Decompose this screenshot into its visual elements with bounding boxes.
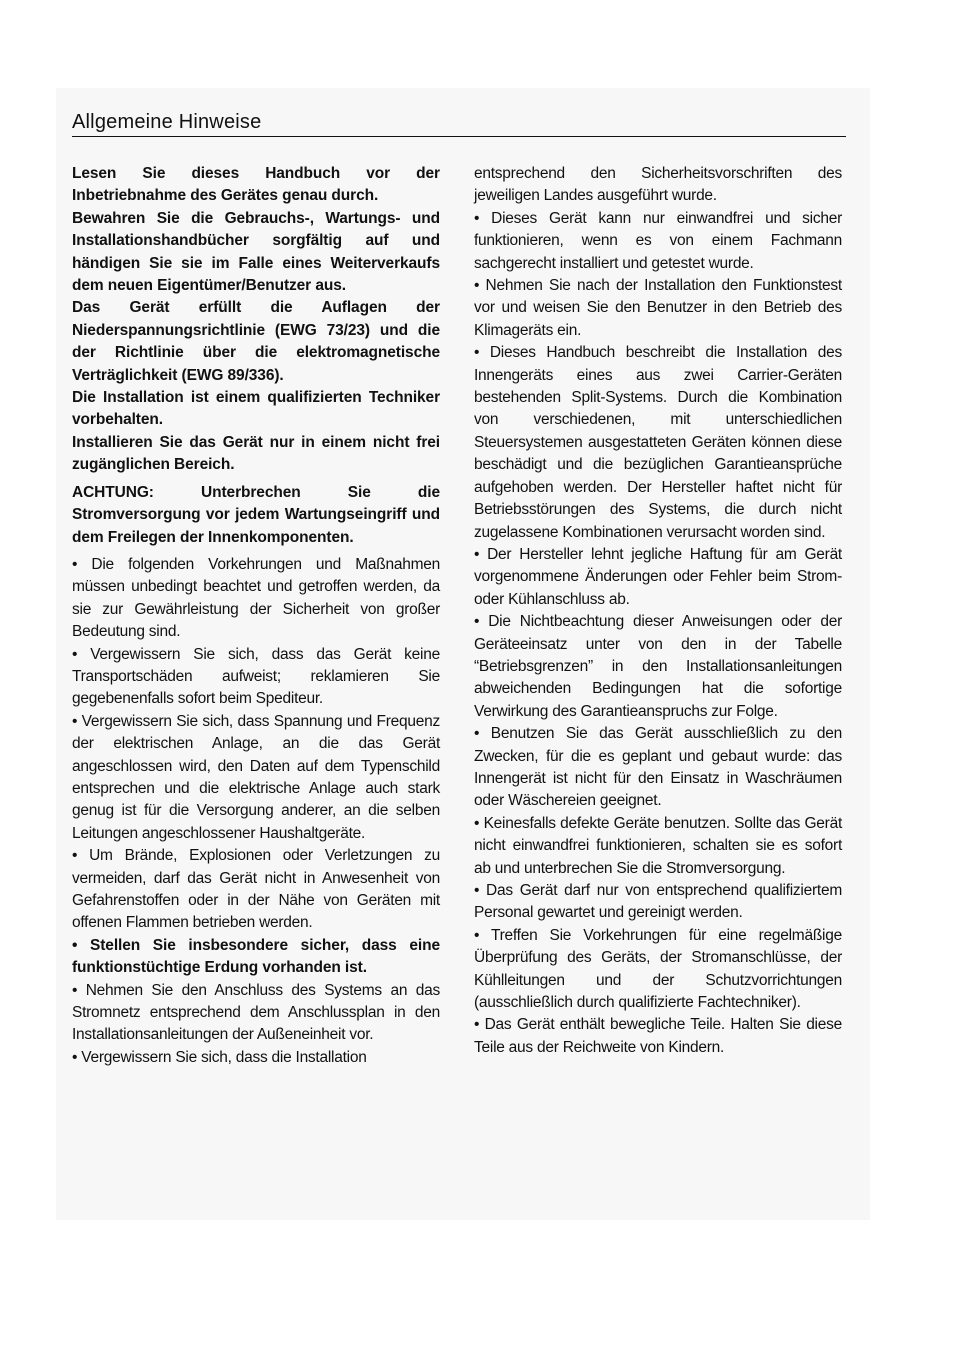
intro-read-manual: Lesen Sie dieses Handbuch vor der Inbetriebnahme des Gerätes genau durch.	[72, 165, 440, 205]
bullet-function-test: • Nehmen Sie nach der Installation den Funktionstest vor und weisen Sie den Benutzer in den Betrieb des Klimageräts ein.	[474, 277, 842, 339]
intro-qualified-installer: Die Installation ist einem qualifizierten Techniker vorbehalten.	[72, 389, 440, 429]
section-heading: Allgemeine Hinweise	[72, 110, 846, 137]
left-column	[72, 163, 440, 1069]
bullet-warranty-loss: • Die Nichtbeachtung dieser Anweisungen oder der Geräteeinsatz unter von den in der Tabelle “Betriebsgrenzen” in den Installationsanleitungen abweichenden Bedingungen hat die sofortige Verwirkung des Garantieanspruchs zur Folge.	[474, 613, 842, 720]
continued-installation-check: entsprechend den Sicherheitsvorschriften des jeweiligen Landes ausgeführt wurde.	[474, 165, 842, 205]
bullet-qualified-maintenance: • Das Gerät darf nur von entsprechend qualifiziertem Personal gewartet und gereinigt werden.	[474, 882, 842, 922]
bullet-defective-devices: • Keinesfalls defekte Geräte benutzen. Sollte das Gerät nicht einwandfrei funktionieren, schalten sie es sofort ab und unterbrechen Sie die Stromversorgung.	[474, 814, 842, 877]
intro-keep-manuals: Bewahren Sie die Gebrauchs-, Wartungs- und Installationshandbücher sorgfältig auf und händigen Sie sie im Falle eines Weiterverkaufs dem neuen Eigentümer/Benutzer aus.	[72, 209, 440, 295]
bullet-fire-explosion: • Um Brände, Explosionen oder Verletzungen zu vermeiden, darf das Gerät nicht in Anwesenheit von Gefahrenstoffen oder in der Nähe von Geräten mit offenen Flammen betrieben werden.	[72, 847, 440, 932]
bullet-split-system: • Dieses Handbuch beschreibt die Installation des Innengeräts eines aus zwei Carrier-Geräten bestehenden Split-Systems. Durch die Kombination von verschiedenen, mit unterschiedlichen Steuersystemen ausgestatteten Geräten können diese beschädigt und die bezüglichen Garantieansprüche aufgehoben werden. Der Hersteller haftet nicht für Betriebsstörungen des Systems, die durch nicht zugelassene Kombinationen verursacht worden sind.	[474, 344, 842, 541]
bullet-precautions: • Die folgenden Vorkehrungen und Maßnahmen müssen unbedingt beachtet und getroffen werden, da sie zur Gewährleistung der Sicherheit von großer Bedeutung sind.	[72, 555, 440, 641]
warning-paragraph: ACHTUNG: Unterbrechen Sie die Stromversorgung vor jedem Wartungseingriff und dem Freilegen der Innenkomponenten.	[72, 483, 440, 546]
intro-compliance: Das Gerät erfüllt die Auflagen der Niederspannungsrichtlinie (EWG 73/23) und die der Richtlinie über die elektromagnetische Verträglichkeit (EWG 89/336).	[72, 299, 440, 384]
bullet-moving-parts: • Das Gerät enthält bewegliche Teile. Halten Sie diese Teile aus der Reichweite von Kindern.	[474, 1016, 842, 1056]
bullet-transport-damage: • Vergewissern Sie sich, dass das Gerät keine Transportschäden aufweist; reklamieren Sie gegebenenfalls sofort beim Spediteur.	[72, 645, 440, 708]
bullet-installation-check: • Vergewissern Sie sich, dass die Installation	[72, 1048, 367, 1066]
bullet-manufacturer-liability: • Der Hersteller lehnt jegliche Haftung für am Gerät vorgenommene Änderungen oder Fehler beim Strom- oder Kühlanschluss ab.	[474, 545, 842, 608]
bullet-regular-inspection: • Treffen Sie Vorkehrungen für eine regelmäßige Überprüfung des Geräts, der Stromanschlüsse, der Kühlleitungen und der Schutzvorrichtungen (ausschließlich durch qualifizierte Fachtechniker).	[474, 926, 842, 1012]
bullet-grounding: • Stellen Sie insbesondere sicher, dass eine funktionstüchtige Erdung vorhanden ist.	[72, 936, 440, 977]
bullet-professional-install: • Dieses Gerät kann nur einwandfrei und sicher funktionieren, wenn es von einem Fachmann sachgerecht installiert und getestet wurde.	[474, 209, 842, 272]
right-column	[474, 163, 842, 1059]
bullet-power-connection: • Nehmen Sie den Anschluss des Systems an das Stromnetz entsprechend dem Anschlussplan in den Installationsanleitungen der Außeneinheit vor.	[72, 981, 440, 1044]
intro-restricted-area: Installieren Sie das Gerät nur in einem nicht frei zugänglichen Bereich.	[72, 433, 440, 474]
bullet-voltage-frequency: • Vergewissern Sie sich, dass Spannung und Frequenz der elektrischen Anlage, an die das Gerät angeschlossen wird, den Daten auf dem Typenschild entsprechen und die elektrische Anlage auch stark genug ist für die Versorgung anderer, an die selben Leitungen angeschlossener Haushaltgeräte.	[72, 712, 440, 842]
bullet-intended-use: • Benutzen Sie das Gerät ausschließlich zu den Zwecken, für die es geplant und gebaut wurde: das Innengerät ist nicht für den Einsatz in Waschräumen oder Wäschereien geeignet.	[474, 725, 842, 810]
